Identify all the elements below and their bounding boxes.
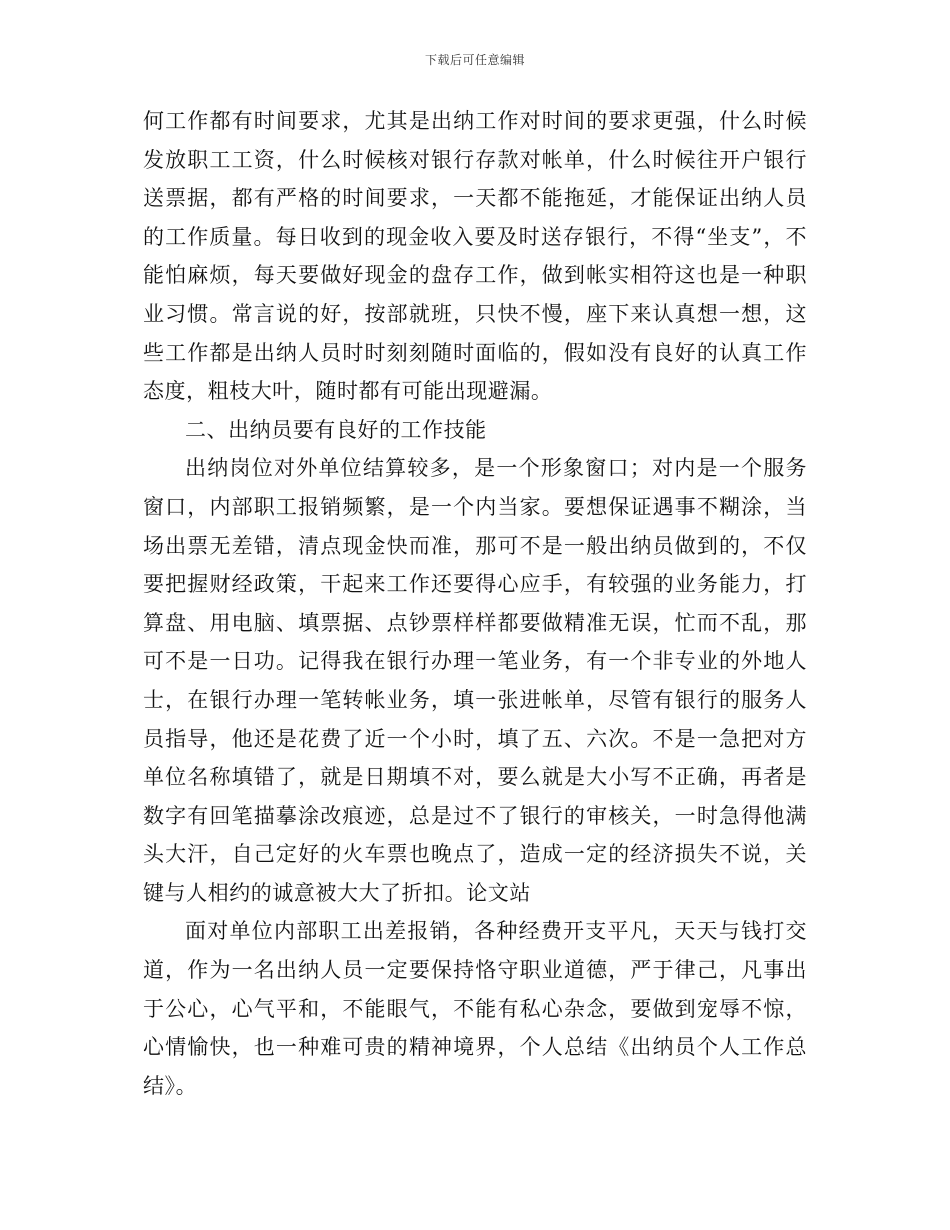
document-body <box>143 102 807 1105</box>
section-heading: 二、出纳员要有良好的工作技能 <box>185 417 487 442</box>
paragraph-continued: 何工作都有时间要求，尤其是出纳工作对时间的要求更强，什么时候发放职工工资，什么时候核对银行存款对帐单，什么时候往开户银行送票据，都有严格的时间要求，一天都不能拖延，才能保证出纳人员的工作质量。每日收到的现金收入要及时送存银行，不得“坐支”，不能怕麻烦，每天要做好现金的盘存工作，做到帐实相符这也是一种职业习惯。常言说的好，按部就班，只快不慢，座下来认真想一想，这些工作都是出纳人员时时刻刻随时面临的，假如没有良好的认真工作态度，粗枝大叶，随时都有可能出现避漏。 <box>143 109 807 404</box>
paragraph-ethics: 面对单位内部职工出差报销，各种经费开支平凡，天天与钱打交道，作为一名出纳人员一定要保持恪守职业道德，严于律己，凡事出于公心，心气平和，不能眼气，不能有私心杂念，要做到宠辱不惊，心情愉快，也一种难可贵的精神境界，个人总结《出纳员个人工作总结》。 <box>143 919 807 1098</box>
paragraph-skills: 出纳岗位对外单位结算较多，是一个形象窗口；对内是一个服务窗口，内部职工报销频繁，是一个内当家。要想保证遇事不糊涂，当场出票无差错，清点现金快而准，那可不是一般出纳员做到的，不仅要把握财经政策，干起来工作还要得心应手，有较强的业务能力，打算盘、用电脑、填票据、点钞票样样都要做精准无误，忙而不乱，那可不是一日功。记得我在银行办理一笔业务，有一个非专业的外地人士，在银行办理一笔转帐业务，填一张进帐单，尽管有银行的服务人员指导，他还是花费了近一个小时，填了五、六次。不是一急把对方单位名称填错了，就是日期填不对，要么就是大小写不正确，再者是数字有回笔描摹涂改痕迹，总是过不了银行的审核关，一时急得他满头大汗，自己定好的火车票也晚点了，造成一定的经济损失不说，关键与人相约的诚意被大大了折扣。论文站 <box>143 456 807 905</box>
page-header-note: 下载后可任意编辑 <box>424 53 525 67</box>
